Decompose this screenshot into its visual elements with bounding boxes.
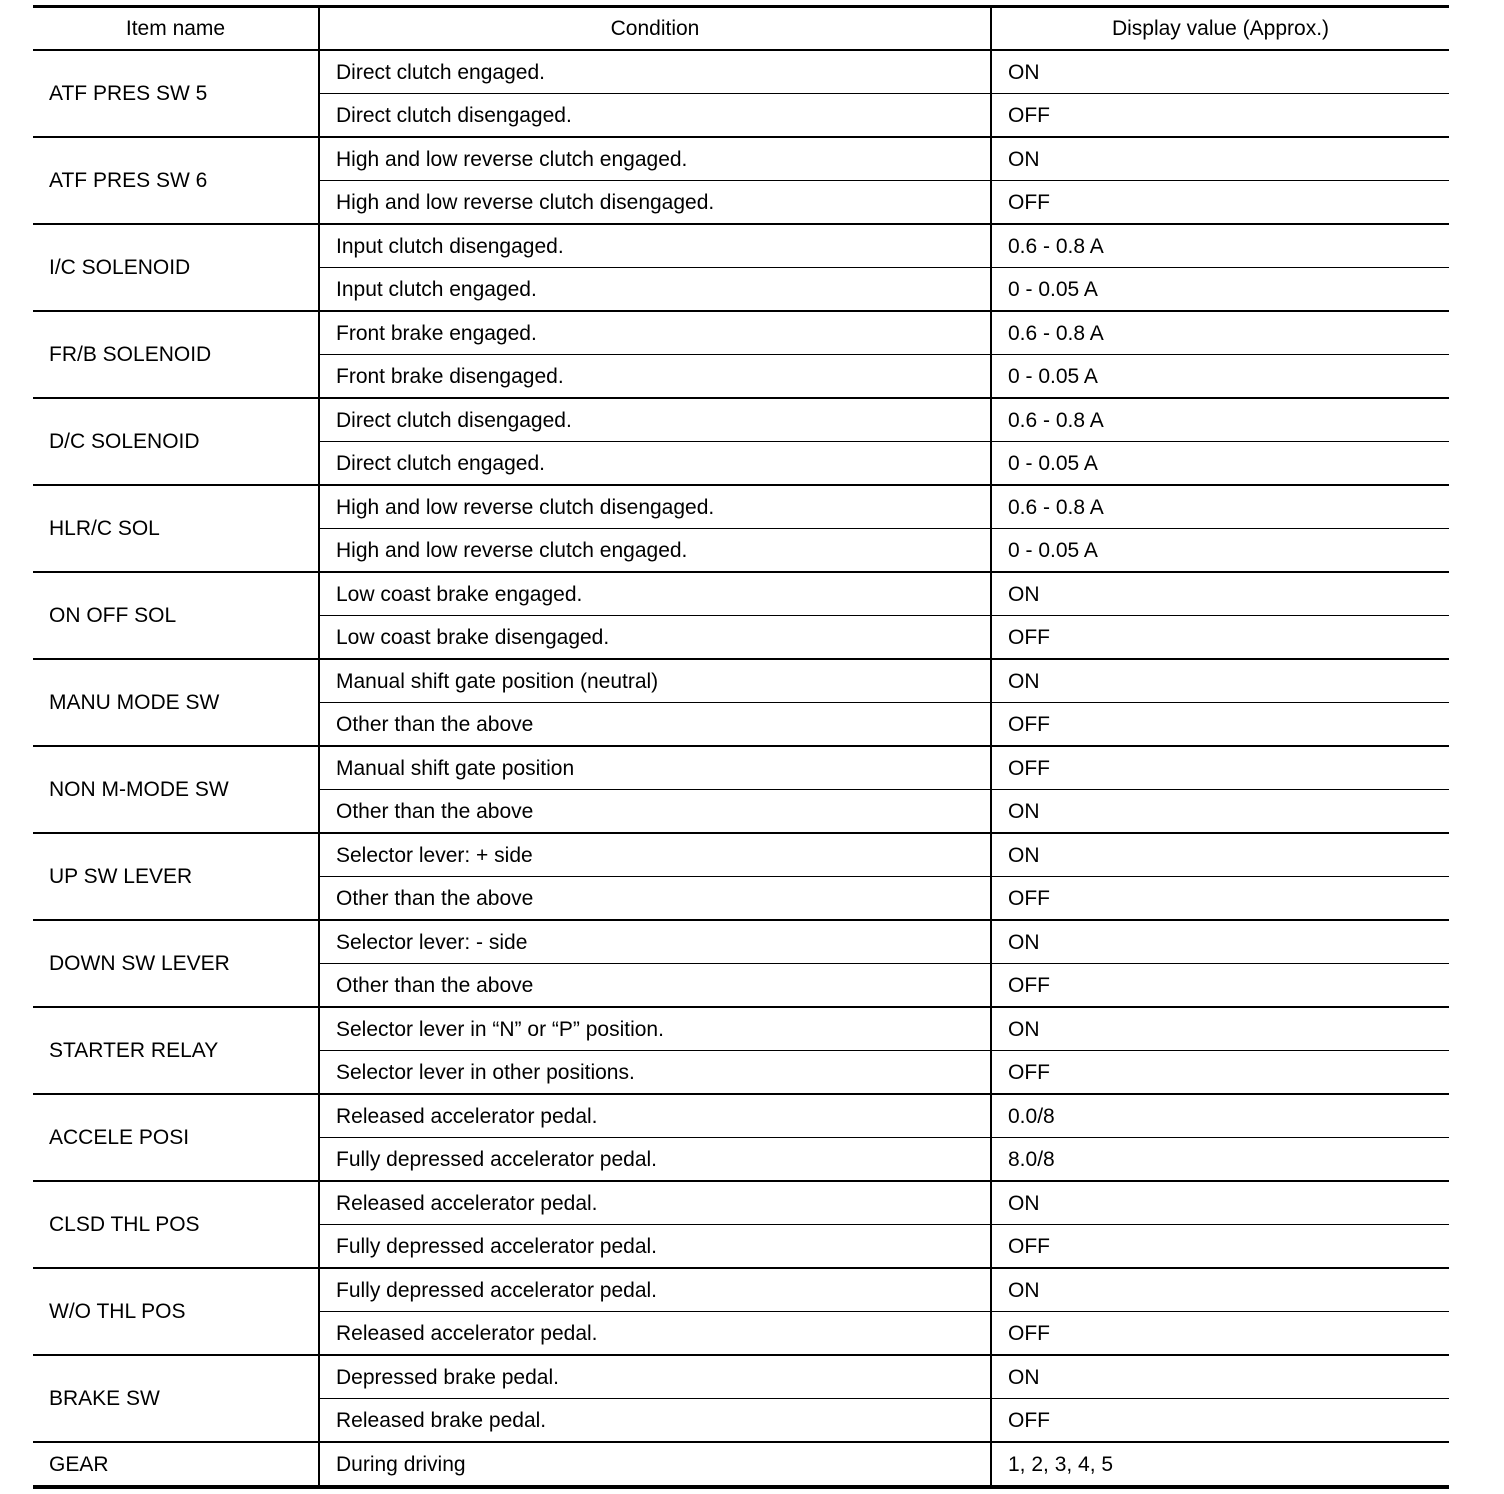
condition-cell: High and low reverse clutch disengaged. <box>319 485 991 529</box>
item-name-cell: DOWN SW LEVER <box>33 920 319 1007</box>
display-value-cell: 0.6 - 0.8 A <box>991 311 1449 355</box>
condition-cell: Depressed brake pedal. <box>319 1355 991 1399</box>
display-value-cell: OFF <box>991 1051 1449 1095</box>
display-value-cell: 1, 2, 3, 4, 5 <box>991 1442 1449 1487</box>
header-row <box>33 7 1449 51</box>
item-name-cell: UP SW LEVER <box>33 833 319 920</box>
item-name-cell: I/C SOLENOID <box>33 224 319 311</box>
condition-cell: Other than the above <box>319 790 991 834</box>
display-value-cell: ON <box>991 1355 1449 1399</box>
condition-cell: Selector lever in “N” or “P” position. <box>319 1007 991 1051</box>
table-row <box>33 311 1449 355</box>
condition-cell: Direct clutch disengaged. <box>319 94 991 138</box>
item-name-cell: CLSD THL POS <box>33 1181 319 1268</box>
display-value-cell: ON <box>991 833 1449 877</box>
table-row <box>33 1268 1449 1312</box>
table-row <box>33 746 1449 790</box>
display-value-cell: OFF <box>991 877 1449 921</box>
table-row <box>33 398 1449 442</box>
display-value-cell: 0 - 0.05 A <box>991 442 1449 486</box>
table-row <box>33 485 1449 529</box>
condition-cell: Low coast brake disengaged. <box>319 616 991 660</box>
display-value-cell: 0.6 - 0.8 A <box>991 485 1449 529</box>
display-value-cell: 0.0/8 <box>991 1094 1449 1138</box>
condition-cell: Direct clutch engaged. <box>319 50 991 94</box>
condition-cell: Manual shift gate position <box>319 746 991 790</box>
condition-cell: High and low reverse clutch engaged. <box>319 529 991 573</box>
display-value-cell: ON <box>991 920 1449 964</box>
condition-cell: Low coast brake engaged. <box>319 572 991 616</box>
display-value-cell: OFF <box>991 1225 1449 1269</box>
condition-cell: High and low reverse clutch engaged. <box>319 137 991 181</box>
item-name-cell: W/O THL POS <box>33 1268 319 1355</box>
condition-cell: Selector lever: + side <box>319 833 991 877</box>
item-name-cell: GEAR <box>33 1442 319 1487</box>
item-name-cell: D/C SOLENOID <box>33 398 319 485</box>
display-value-cell: OFF <box>991 964 1449 1008</box>
table-row <box>33 1442 1449 1487</box>
item-name-cell: ON OFF SOL <box>33 572 319 659</box>
display-value-cell: 0.6 - 0.8 A <box>991 224 1449 268</box>
table-row <box>33 920 1449 964</box>
header-display-value: Display value (Approx.) <box>991 7 1449 51</box>
condition-cell: Fully depressed accelerator pedal. <box>319 1138 991 1182</box>
condition-cell: Front brake disengaged. <box>319 355 991 399</box>
condition-cell: Selector lever: - side <box>319 920 991 964</box>
display-value-cell: OFF <box>991 1399 1449 1443</box>
display-value-cell: ON <box>991 572 1449 616</box>
display-value-cell: 0 - 0.05 A <box>991 529 1449 573</box>
table-body <box>33 50 1449 1487</box>
condition-cell: During driving <box>319 1442 991 1487</box>
condition-cell: Other than the above <box>319 964 991 1008</box>
condition-cell: Released accelerator pedal. <box>319 1094 991 1138</box>
item-name-cell: ATF PRES SW 5 <box>33 50 319 137</box>
display-value-cell: OFF <box>991 94 1449 138</box>
display-value-cell: OFF <box>991 746 1449 790</box>
display-value-cell: 8.0/8 <box>991 1138 1449 1182</box>
display-value-cell: OFF <box>991 703 1449 747</box>
item-name-cell: HLR/C SOL <box>33 485 319 572</box>
condition-cell: Fully depressed accelerator pedal. <box>319 1268 991 1312</box>
display-value-cell: ON <box>991 659 1449 703</box>
table-row <box>33 1007 1449 1051</box>
data-monitor-table <box>33 5 1449 1489</box>
condition-cell: Direct clutch engaged. <box>319 442 991 486</box>
condition-cell: Released accelerator pedal. <box>319 1181 991 1225</box>
header-item-name: Item name <box>33 7 319 51</box>
table-row <box>33 1181 1449 1225</box>
condition-cell: Input clutch disengaged. <box>319 224 991 268</box>
display-value-cell: ON <box>991 50 1449 94</box>
item-name-cell: STARTER RELAY <box>33 1007 319 1094</box>
display-value-cell: 0.6 - 0.8 A <box>991 398 1449 442</box>
header-condition: Condition <box>319 7 991 51</box>
table-row <box>33 1355 1449 1399</box>
display-value-cell: ON <box>991 1007 1449 1051</box>
display-value-cell: ON <box>991 137 1449 181</box>
condition-cell: Direct clutch disengaged. <box>319 398 991 442</box>
condition-cell: Other than the above <box>319 703 991 747</box>
display-value-cell: 0 - 0.05 A <box>991 355 1449 399</box>
condition-cell: High and low reverse clutch disengaged. <box>319 181 991 225</box>
table-row <box>33 137 1449 181</box>
condition-cell: Other than the above <box>319 877 991 921</box>
condition-cell: Front brake engaged. <box>319 311 991 355</box>
condition-cell: Input clutch engaged. <box>319 268 991 312</box>
item-name-cell: BRAKE SW <box>33 1355 319 1442</box>
display-value-cell: OFF <box>991 616 1449 660</box>
table-row <box>33 50 1449 94</box>
item-name-cell: NON M-MODE SW <box>33 746 319 833</box>
condition-cell: Fully depressed accelerator pedal. <box>319 1225 991 1269</box>
table-row <box>33 224 1449 268</box>
display-value-cell: OFF <box>991 1312 1449 1356</box>
display-value-cell: ON <box>991 790 1449 834</box>
condition-cell: Released brake pedal. <box>319 1399 991 1443</box>
condition-cell: Selector lever in other positions. <box>319 1051 991 1095</box>
condition-cell: Manual shift gate position (neutral) <box>319 659 991 703</box>
display-value-cell: OFF <box>991 181 1449 225</box>
display-value-cell: 0 - 0.05 A <box>991 268 1449 312</box>
condition-cell: Released accelerator pedal. <box>319 1312 991 1356</box>
item-name-cell: ACCELE POSI <box>33 1094 319 1181</box>
table-row <box>33 572 1449 616</box>
table-row <box>33 833 1449 877</box>
table-row <box>33 659 1449 703</box>
display-value-cell: ON <box>991 1181 1449 1225</box>
item-name-cell: FR/B SOLENOID <box>33 311 319 398</box>
item-name-cell: MANU MODE SW <box>33 659 319 746</box>
table-row <box>33 1094 1449 1138</box>
display-value-cell: ON <box>991 1268 1449 1312</box>
item-name-cell: ATF PRES SW 6 <box>33 137 319 224</box>
